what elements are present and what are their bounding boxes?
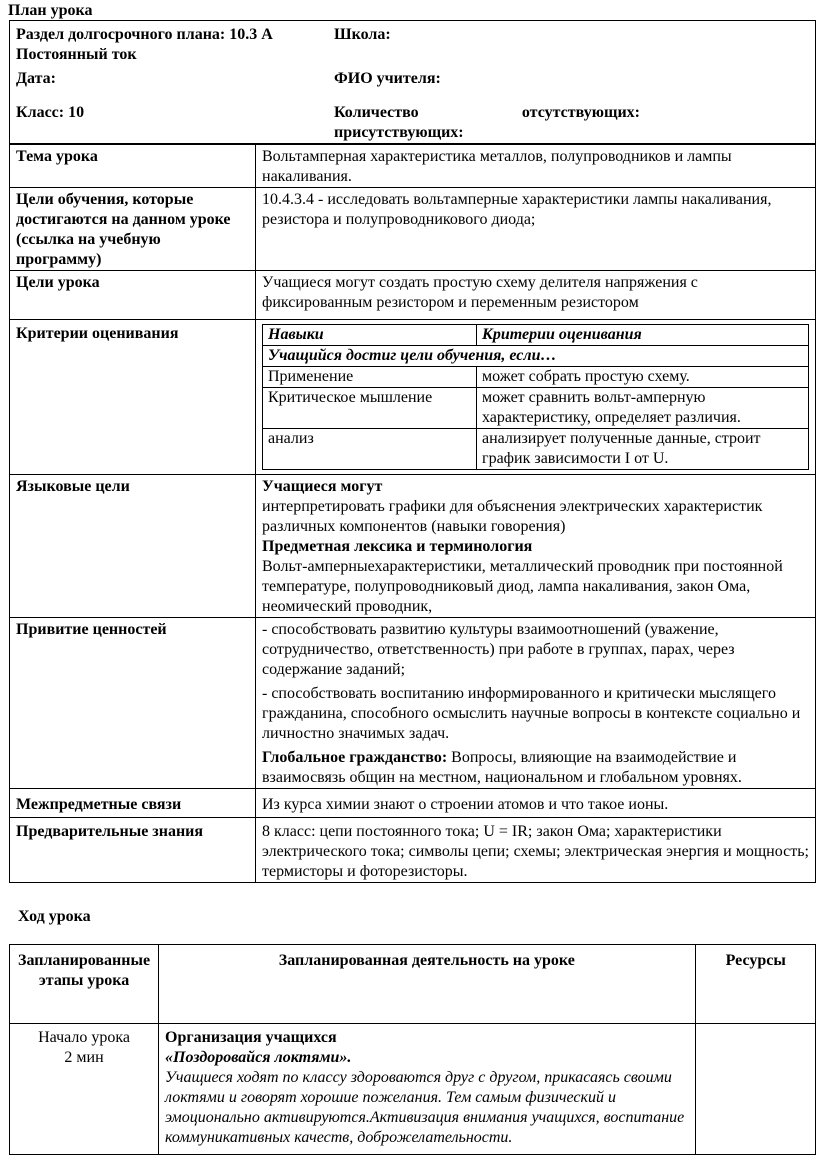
criteria-label: Критерии оценивания [10, 320, 256, 475]
lesson-stages-table [9, 944, 816, 1155]
stage-duration: 2 мин [64, 1049, 104, 1066]
language-heading-terminology: Предметная лексика и терминология [262, 538, 533, 555]
values-paragraph: - способствовать развитию культуры взаимоотношений (уважение, сотрудничество, ответственность) при работе в группах, парах, через содержание заданий; [262, 621, 735, 678]
stage-row [10, 1024, 816, 1155]
criteria-subheader: Учащийся достиг цели обучения, если… [263, 346, 809, 367]
global-citizenship-label: Глобальное гражданство: [262, 749, 448, 766]
values-cell [256, 618, 816, 789]
prior-knowledge-row [10, 818, 816, 883]
header-grid [16, 25, 809, 143]
lesson-plan-table [9, 20, 816, 883]
criteria-header-row [263, 325, 809, 346]
stage-activity [159, 1024, 696, 1155]
activity-col-header: Запланированная деятельность на уроке [159, 945, 696, 1024]
criteria-col-skills: Навыки [263, 325, 477, 346]
criteria-skill: Критическое мышление [263, 388, 477, 429]
class-field: Класс: 10 [16, 104, 85, 121]
objectives-label: Цели обучения, которые достигаются на данном уроке (ссылка на учебную программу) [10, 188, 256, 271]
topic-label: Тема урока [10, 144, 256, 188]
present-label: присутствующих: [334, 124, 464, 141]
teacher-field: ФИО учителя: [334, 70, 441, 87]
school-field: Школа: [334, 26, 391, 43]
attendance-field [334, 103, 809, 143]
goals-value: Учащиеся могут создать простую схему делителя напряжения с фиксированным резистором и переменным резистором [256, 271, 816, 320]
stage-name [10, 1024, 159, 1155]
language-row [10, 475, 816, 618]
criteria-item-row [263, 388, 809, 429]
language-text-students: интерпретировать графики для объяснения электрических характеристик различных компонентов (навыки говорения) [262, 498, 763, 535]
topic-value: Вольтамперная характеристика металлов, полупроводников и лампы накаливания. [256, 144, 816, 188]
objectives-row [10, 188, 816, 271]
values-paragraph: - способствовать воспитанию информированного и критически мыслящего гражданина, способного осмыслить научные вопросы в контексте социально и личностно значимых задач. [262, 685, 801, 742]
stage-resources [695, 1024, 815, 1155]
language-heading-students: Учащиеся могут [262, 478, 383, 495]
criteria-criterion: анализирует полученные данные, строит график зависимости I от U. [477, 429, 809, 470]
stages-col-header: Запланированные этапы урока [10, 945, 159, 1024]
stage-label: Начало урока [38, 1029, 130, 1046]
stages-header-row [10, 945, 816, 1024]
activity-name: «Поздоровайся локтями». [165, 1049, 352, 1066]
lesson-flow-title: Ход урока [18, 908, 91, 925]
criteria-item-row [263, 367, 809, 388]
date-field: Дата: [16, 70, 56, 87]
cross-subject-value: Из курса химии знают о строении атомов и что такое ионы. [256, 789, 816, 818]
criteria-criterion: может сравнить вольт-амперную характеристику, определяет различия. [477, 388, 809, 429]
global-citizenship-text: Вопросы, влияющие на взаимодействие и взаимосвязь общин на местном, национальном и глобальном уровнях. [262, 749, 742, 786]
values-label: Привитие ценностей [10, 618, 256, 789]
criteria-item-row [263, 429, 809, 470]
values-row [10, 618, 816, 789]
language-cell [256, 475, 816, 618]
section-field: Раздел долгосрочного плана: 10.3 А Постоянный ток [16, 26, 273, 63]
global-citizenship-paragraph [262, 748, 809, 788]
prior-knowledge-label: Предварительные знания [10, 818, 256, 883]
attendance-count-label: Количество [334, 104, 419, 121]
criteria-subheader-row [263, 346, 809, 367]
language-label: Языковые цели [10, 475, 256, 618]
resources-col-header: Ресурсы [695, 945, 815, 1024]
criteria-table [262, 324, 809, 470]
plan-header-row [10, 21, 816, 145]
criteria-row [10, 320, 816, 475]
goals-label: Цели урока [10, 271, 256, 320]
criteria-criterion: может собрать простую схему. [477, 367, 809, 388]
topic-row [10, 144, 816, 188]
objectives-value: 10.4.3.4 - исследовать вольтамперные характеристики лампы накаливания, резистора и полупроводникового диода; [256, 188, 816, 271]
criteria-skill: Применение [263, 367, 477, 388]
cross-subject-row [10, 789, 816, 818]
criteria-cell [256, 320, 816, 475]
criteria-skill: анализ [263, 429, 477, 470]
absent-label: отсутствующих: [521, 104, 640, 121]
activity-heading: Организация учащихся [165, 1029, 337, 1046]
language-text-terminology: Вольт-амперныехарактеристики, металлический проводник при постоянной температуре, полупроводниковый диод, лампа накаливания, закон Ома, неомический проводник, [262, 558, 783, 615]
prior-knowledge-value: 8 класс: цепи постоянного тока; U = IR; закон Ома; характеристики электрического тока; символы цепи; схемы; электрическая энергия и мощность; термисторы и фоторезисторы. [256, 818, 816, 883]
criteria-col-criteria: Критерии оценивания [477, 325, 809, 346]
cross-subject-label: Межпредметные связи [10, 789, 256, 818]
goals-row [10, 271, 816, 320]
activity-description: Учащиеся ходят по классу здороваются друг с другом, прикасаясь своими локтями и говорят хорошие пожелания. Тем самым физический и эмоционально активируются.Активизация внимания учащихся, воспитание коммуникативных качеств, доброжелательности. [165, 1069, 685, 1146]
page-title: План урока [8, 2, 93, 19]
